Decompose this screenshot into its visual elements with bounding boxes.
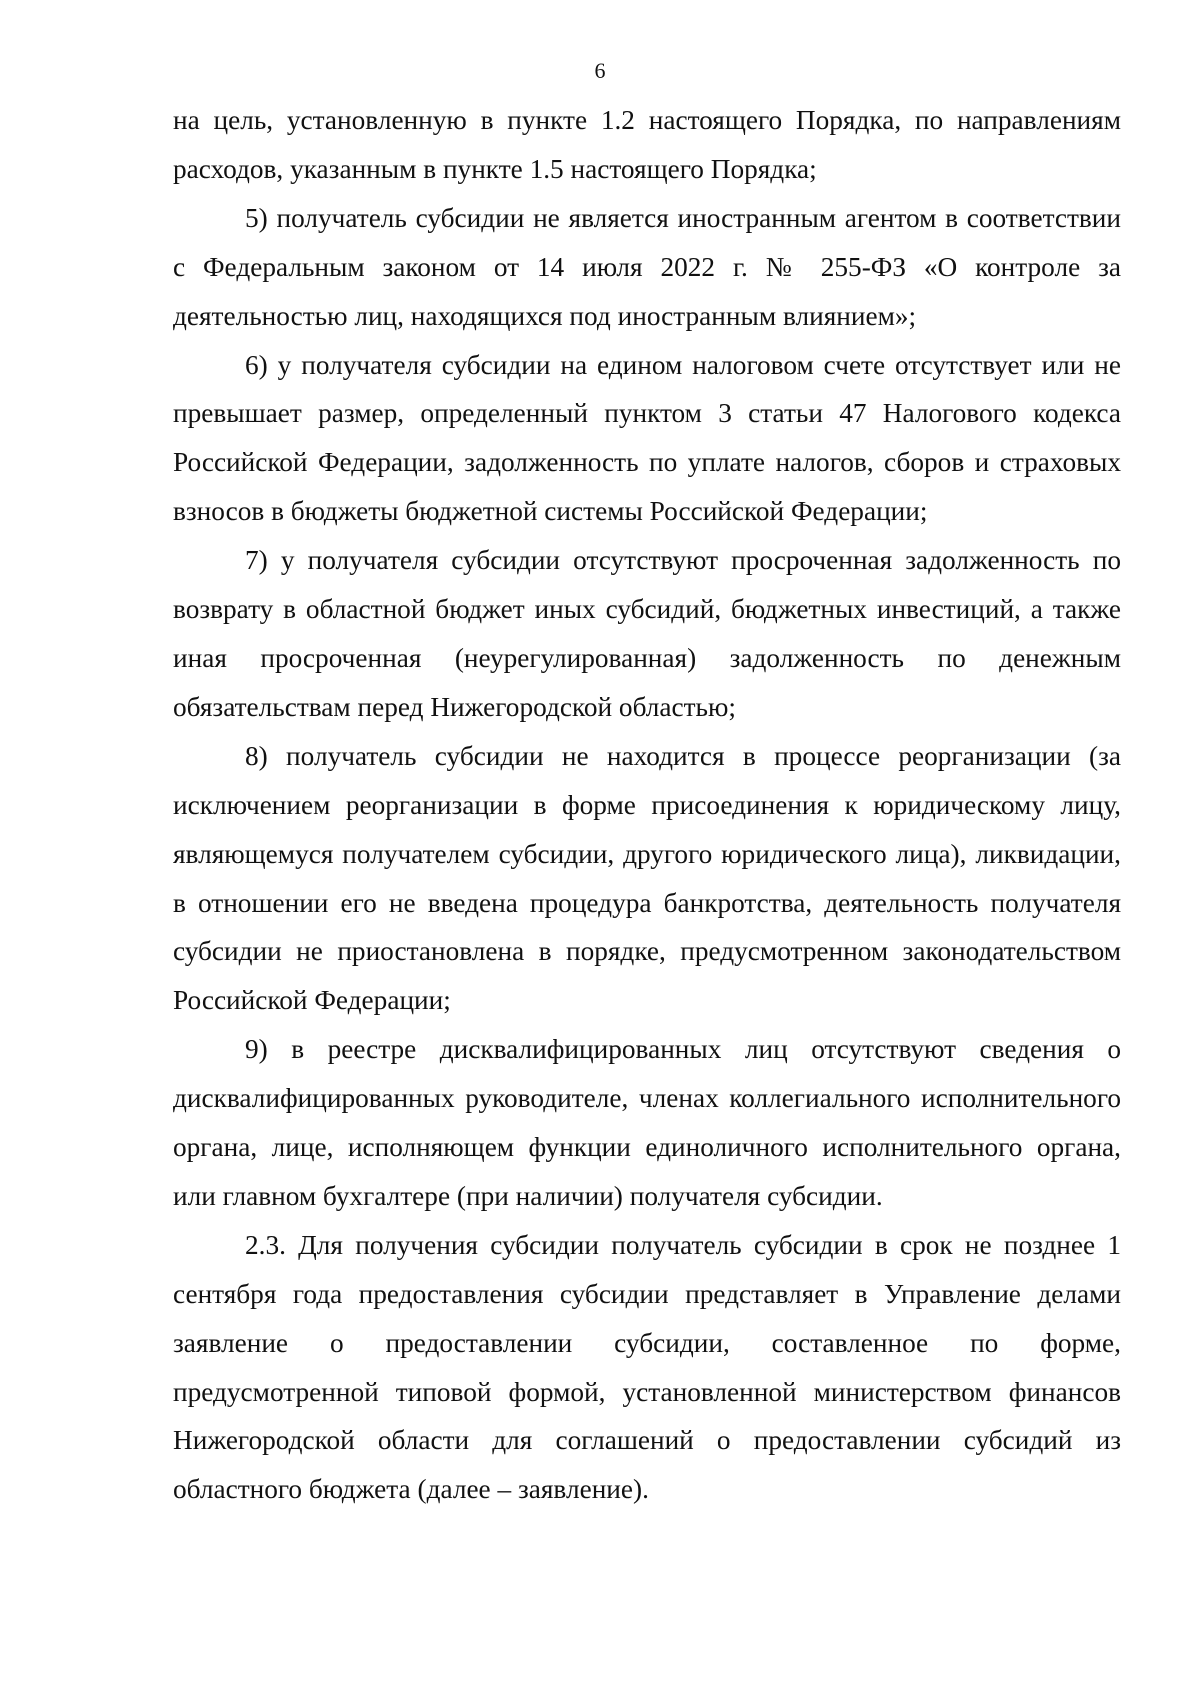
paragraph-item-6: 6) у получателя субсидии на едином налоговом счете отсутствует или не превышает размер, определенный пунктом 3 статьи 47 Налогового кодекса Российской Федерации, задолженность по уплате налогов, сборов и страховых взносов в бюджеты бюджетной системы Российской Федерации; xyxy=(173,349,1121,527)
paragraph-item-5: 5) получатель субсидии не является иностранным агентом в соответствии с Федеральным законом от 14 июля 2022 г. № 255-ФЗ «О контроле за деятельностью лиц, находящихся под иностранным влиянием»; xyxy=(173,202,1121,331)
paragraph-item-9: 9) в реестре дисквалифицированных лиц отсутствуют сведения о дисквалифицированных руководителе, членах коллегиального исполнительного органа, лице, исполняющем функции единоличного исполнительного органа, или главном бухгалтере (при наличии) получателя субсидии. xyxy=(173,1034,1121,1211)
paragraph-item-8: 8) получатель субсидии не находится в процессе реорганизации (за исключением реорганизации в форме присоединения к юридическому лицу, являющемуся получателем субсидии, другого юридического лица), ликвидации, в отношении его не введена процедура банкротства, деятельность получателя субсидии не приостановлена в порядке, предусмотренном законодательством Российской Федерации; xyxy=(173,740,1121,1016)
paragraph-section-2-3: 2.3. Для получения субсидии получатель субсидии в срок не позднее 1 сентября года предоставления субсидии представляет в Управление делами заявление о предоставлении субсидии, составленное по форме, предусмотренной типовой формой, установленной министерством финансов Нижегородской области для соглашений о предоставлении субсидий из областного бюджета (далее – заявление). xyxy=(173,1229,1121,1505)
document-body xyxy=(173,96,1121,1514)
paragraph-continuation: на цель, установленную в пункте 1.2 настоящего Порядка, по направлениям расходов, указанным в пункте 1.5 настоящего Порядка; xyxy=(173,105,1121,184)
page-number: 6 xyxy=(594,58,606,83)
paragraph-item-7: 7) у получателя субсидии отсутствуют просроченная задолженность по возврату в областной бюджет иных субсидий, бюджетных инвестиций, а также иная просроченная (неурегулированная) задолженность по денежным обязательствам перед Нижегородской областью; xyxy=(173,545,1121,722)
